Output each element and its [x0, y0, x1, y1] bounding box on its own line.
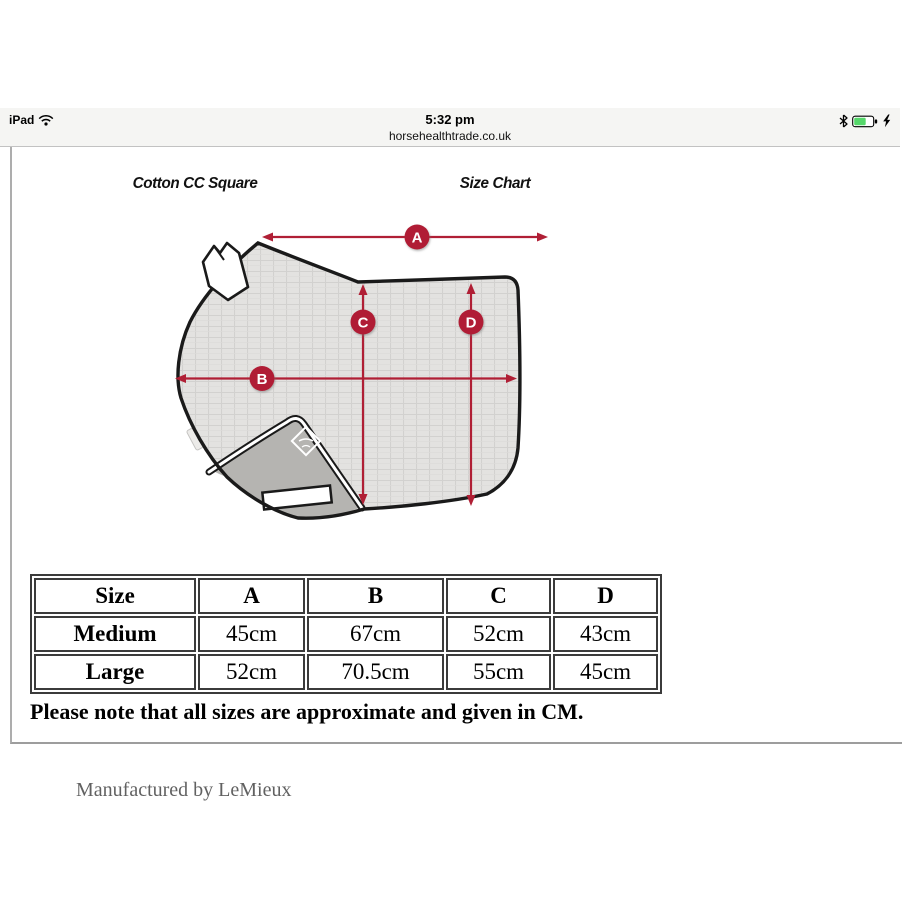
size-chart-title: Size Chart [459, 175, 531, 192]
status-bar-right [839, 114, 891, 128]
status-time: 5:32 pm [425, 112, 475, 127]
manufactured-by-clipped-text: Manufactured by LeMieux [76, 779, 292, 801]
svg-text:C: C [357, 314, 369, 332]
battery-icon [852, 115, 878, 128]
device-label: iPad [9, 113, 35, 127]
status-bar [0, 108, 900, 147]
measurement-label-D [459, 310, 484, 335]
size-name-cell: Large [34, 654, 196, 690]
value-cell: 52cm [446, 616, 551, 652]
charging-icon [882, 114, 891, 128]
col-header-b: B [307, 578, 444, 614]
measurement-label-A [405, 225, 430, 250]
col-header-d: D [553, 578, 658, 614]
bluetooth-icon [839, 114, 848, 128]
col-header-a: A [198, 578, 305, 614]
product-title: Cotton CC Square [132, 175, 258, 192]
svg-text:D: D [465, 314, 477, 332]
table-row-medium [34, 616, 658, 652]
value-cell: 55cm [446, 654, 551, 690]
value-cell: 70.5cm [307, 654, 444, 690]
col-header-size: Size [34, 578, 196, 614]
sizes-note: Please note that all sizes are approximate and given in CM. [30, 699, 584, 724]
svg-text:A: A [411, 229, 423, 247]
measurement-label-B [250, 366, 275, 391]
svg-text:B: B [256, 371, 268, 388]
saddle-pad-diagram [0, 150, 660, 562]
size-name-cell: Medium [34, 616, 196, 652]
table-row-large [34, 654, 658, 690]
value-cell: 43cm [553, 616, 658, 652]
status-site-domain: horsehealthtrade.co.uk [388, 129, 512, 143]
measurement-label-C [351, 310, 376, 335]
value-cell: 67cm [307, 616, 444, 652]
size-table [30, 574, 662, 694]
col-header-c: C [446, 578, 551, 614]
value-cell: 45cm [553, 654, 658, 690]
value-cell: 45cm [198, 616, 305, 652]
size-table-header-row [34, 578, 658, 614]
value-cell: 52cm [198, 654, 305, 690]
